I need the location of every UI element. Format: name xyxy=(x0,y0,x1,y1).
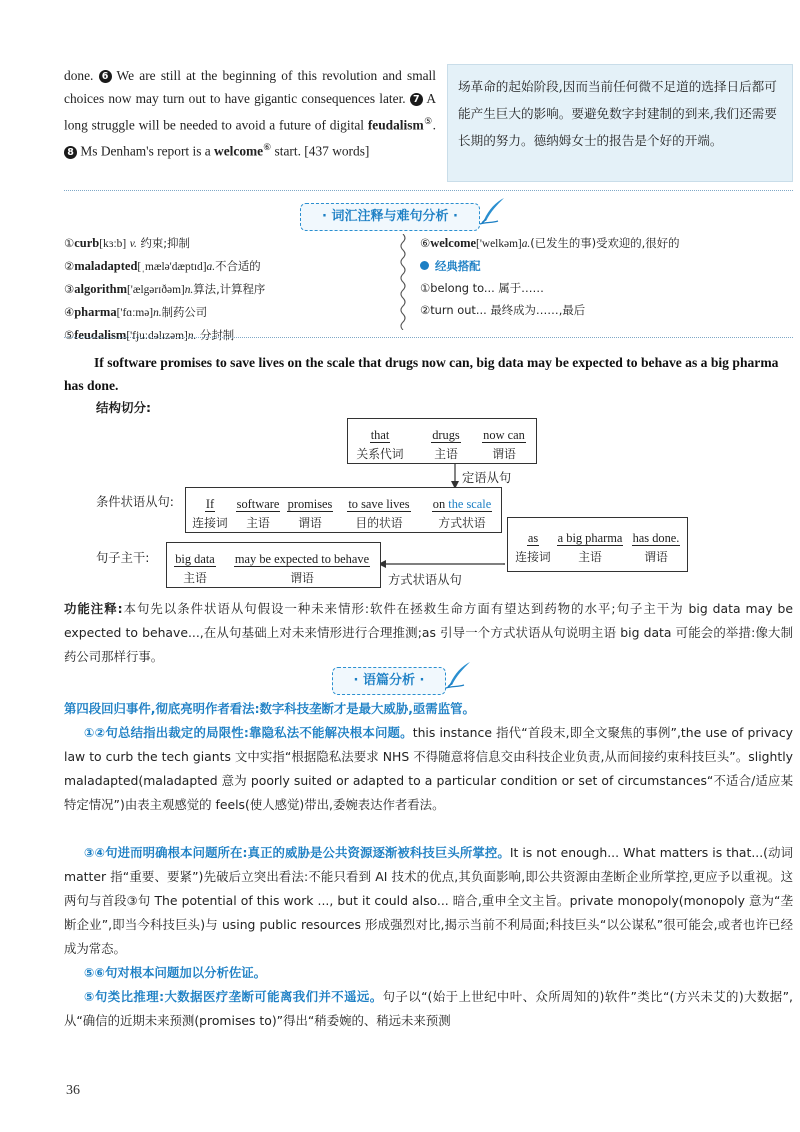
page-number: 36 xyxy=(66,1083,80,1098)
relative-clause-box: that 关系代词 drugs 主语 now can 谓语 xyxy=(347,418,537,464)
discourse-paragraph-1: ①②句总结指出裁定的局限性:靠隐私法不能解决根本问题。this instance 指代“首段末,即全文聚焦的事例”,the use of privacy law to curb the tech giants 文中实指“根据隐私法要求 NHS 不得随意将信息交由科技企业负责,从而间接约束科技巨头”。slightly maladapted(maladapted 意为 poorly suited or adapted to a particular condition or set of circumstances“不适合/适应某特定情况”)由表主观感觉的 feels(使人感觉)带出,委婉表达作者看法。 xyxy=(64,725,793,812)
collocation-heading: 经典搭配 xyxy=(420,255,793,277)
discourse-section-banner: · 语篇分析 · xyxy=(332,667,446,695)
conditional-clause-label: 条件状语从句: xyxy=(96,495,174,509)
collocation-item: ②turn out... 最终成为……,最后 xyxy=(420,303,586,317)
structure-label: 结构切分: xyxy=(96,400,151,415)
translation-box: 场革命的起始阶段,因而当前任何微不足道的选择日后都可能产生巨大的影响。要避免数字封建制的到来,我们还需要长期的努力。德纳姆女士的报告是个好的开端。 xyxy=(447,64,793,182)
vocab-word-feudalism: feudalism xyxy=(367,117,424,133)
key-sentence: If software promises to save lives on the scale that drugs now can, big data may be expected to behave as a big pharma has done. xyxy=(64,355,779,393)
discourse-heading: 第四段回归事件,彻底亮明作者看法:数字科技垄断才是最大威胁,亟需监管。 xyxy=(64,701,475,716)
sentence-marker-7: 7 xyxy=(410,93,423,106)
sentence-marker-8: 8 xyxy=(64,146,77,159)
function-note: 功能注释:本句先以条件状语从句假设一种未来情形:软件在拯救生命方面有望达到药物的水平;句子主干为 big data may be expected to behave...,在从句基础上对未来情形进行合理推测;as 引导一个方式状语从句说明主语 big data 可能会的举措:像大制药公司那样行事。 xyxy=(64,601,793,664)
manner-clause-label: 方式状语从句 xyxy=(388,573,462,587)
vocab-item: ②maladapted[ˌmælə'dæptɪd]a.不合适的 xyxy=(64,259,261,273)
vocab-item: ④pharma['fɑːmə]n.制药公司 xyxy=(64,305,208,319)
vocab-item: ③algorithm['ælgərɪðəm]n.算法,计算程序 xyxy=(64,282,266,296)
vocab-section-banner: · 词汇注释与难句分析 · xyxy=(300,203,480,231)
main-clause-box: big data 主语 may be expected to behave 谓语 xyxy=(166,542,381,588)
manner-clause-box: as 连接词 a big pharma 主语 has done. 谓语 xyxy=(507,517,688,572)
attributive-clause-label: 定语从句 xyxy=(462,471,512,485)
quill-pen-icon xyxy=(444,660,474,690)
discourse-paragraph-4: ⑤句类比推理:大数据医疗垄断可能离我们并不遥远。句子以“(始于上世纪中叶、众所周知的)软件”类比“(方兴未艾的)大数据”,从“确信的近期未来预测(promises to)”得出“稍委婉的、稍远未来预测 xyxy=(64,989,793,1028)
vocab-item: ①curb[kɜːb] v. 约束;抑制 xyxy=(64,236,190,250)
vocab-word-welcome: welcome xyxy=(214,143,264,159)
main-clause-label: 句子主干: xyxy=(96,551,150,565)
sentence-marker-6: 6 xyxy=(99,70,112,83)
vocab-item: ⑥welcome['welkəm]a.(已发生的事)受欢迎的,很好的 xyxy=(420,236,680,250)
passage-english: done. 6 We are still at the beginning of this revolution and small choices now may turn out to have gigantic consequences later. 7 A long struggle will be needed to avoid a future of digital feudalism⑤. 8 Ms Denham's report is a welcome⑥ start. [437 words] xyxy=(64,68,436,159)
vocab-item: ⑤feudalism['fjuːdəlɪzəm]n. 分封制 xyxy=(64,328,235,342)
conditional-clause-box: If 连接词 software 主语 promises 谓语 to save lives 目的状语 on the scale 方式状语 xyxy=(185,487,502,533)
collocation-item: ①belong to... 属于…… xyxy=(420,281,544,295)
discourse-paragraph-3: ⑤⑥句对根本问题加以分析佐证。 xyxy=(84,965,267,980)
discourse-paragraph-2: ③④句进而明确根本问题所在:真正的威胁是公共资源逐渐被科技巨头所掌控。It is not enough... What matters is that...(动词 matter 指“重要、要紧”)先破后立突出看法:不能只看到 AI 技术的优点,其负面影响,即公共资源由垄断企业所掌控,更应予以重视。这两句与首段③句 The potential of this work ..., but it could also... 暗合,重申全文主旨。private monopoly(monopoly 意为“垄断企业”,即当今科技巨头)与 using public resources 形成强烈对比,揭示当前不利局面;科技巨头“以公谋私”很可能会,或者也许已经成为常态。 xyxy=(64,845,793,956)
